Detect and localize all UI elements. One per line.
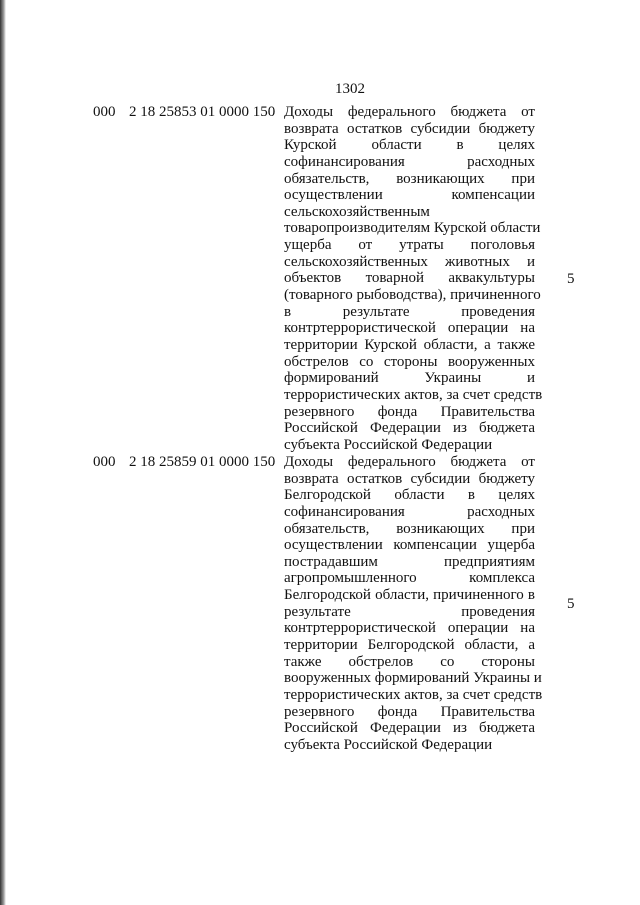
kbk-code: 2 18 25859 01 0000 150 (129, 454, 276, 470)
description-line: субъекта Российской Федерации (284, 436, 493, 453)
description-line: резервного фонда Правительства (284, 703, 535, 720)
description-line: Российской Федерации из бюджета (284, 420, 535, 437)
description-line: формирований Украины и (284, 370, 535, 387)
description-line: сельскохозяйственных животных и (284, 253, 535, 270)
description-line: ущерба от утраты поголовья (284, 237, 535, 254)
description-line: территории Белгородской области, а (284, 637, 535, 654)
admin-code: 000 (93, 454, 116, 470)
description-line: Доходы федерального бюджета от (284, 104, 535, 120)
description-line: Российской Федерации из бюджета (284, 720, 535, 737)
description-line: в результате проведения (284, 303, 535, 320)
description-line: осуществлении компенсации (284, 187, 535, 204)
income-description (284, 454, 543, 754)
description-line: террористических актов, за счет средств (284, 686, 543, 703)
scan-edge (0, 0, 6, 905)
description-line: террористических актов, за счет средств (284, 386, 543, 403)
description-line: результате проведения (284, 603, 535, 620)
description-line: контртеррористической операции на (284, 620, 535, 637)
income-description (284, 104, 543, 453)
description-line: товаропроизводителям Курской области (284, 220, 541, 237)
description-line: обязательств, возникающих при (284, 520, 535, 537)
description-line: объектов товарной аквакультуры (284, 270, 535, 287)
description-line: софинансирования расходных (284, 153, 535, 170)
description-line: Белгородской области в целях (284, 487, 535, 504)
description-line: пострадавшим предприятиям (284, 553, 535, 570)
description-line: резервного фонда Правительства (284, 403, 535, 420)
description-line: также обстрелов со стороны (284, 653, 535, 670)
amount: 5 (567, 596, 575, 612)
description-line: Доходы федерального бюджета от (284, 454, 535, 470)
description-line: Курской области в целях (284, 137, 535, 154)
description-line: (товарного рыбоводства), причиненного (284, 287, 541, 304)
description-line: агропромышленного комплекса (284, 570, 535, 587)
description-line: возврата остатков субсидии бюджету (284, 120, 535, 137)
description-line: контртеррористической операции на (284, 320, 535, 337)
amount: 5 (567, 271, 575, 287)
description-line: сельскохозяйственным (284, 203, 430, 220)
page-number: 1302 (335, 81, 365, 97)
description-line: софинансирования расходных (284, 503, 535, 520)
description-line: вооруженных формирований Украины и (284, 670, 542, 687)
description-line: Белгородской области, причиненного в (284, 587, 535, 604)
description-line: субъекта Российской Федерации (284, 736, 493, 753)
description-line: осуществлении компенсации ущерба (284, 537, 535, 554)
description-line: территории Курской области, а также (284, 336, 535, 353)
description-line: обязательств, возникающих при (284, 170, 535, 187)
admin-code: 000 (93, 104, 116, 120)
kbk-code: 2 18 25853 01 0000 150 (129, 104, 276, 120)
description-line: возврата остатков субсидии бюджету (284, 470, 535, 487)
description-line: обстрелов со стороны вооруженных (284, 353, 535, 370)
